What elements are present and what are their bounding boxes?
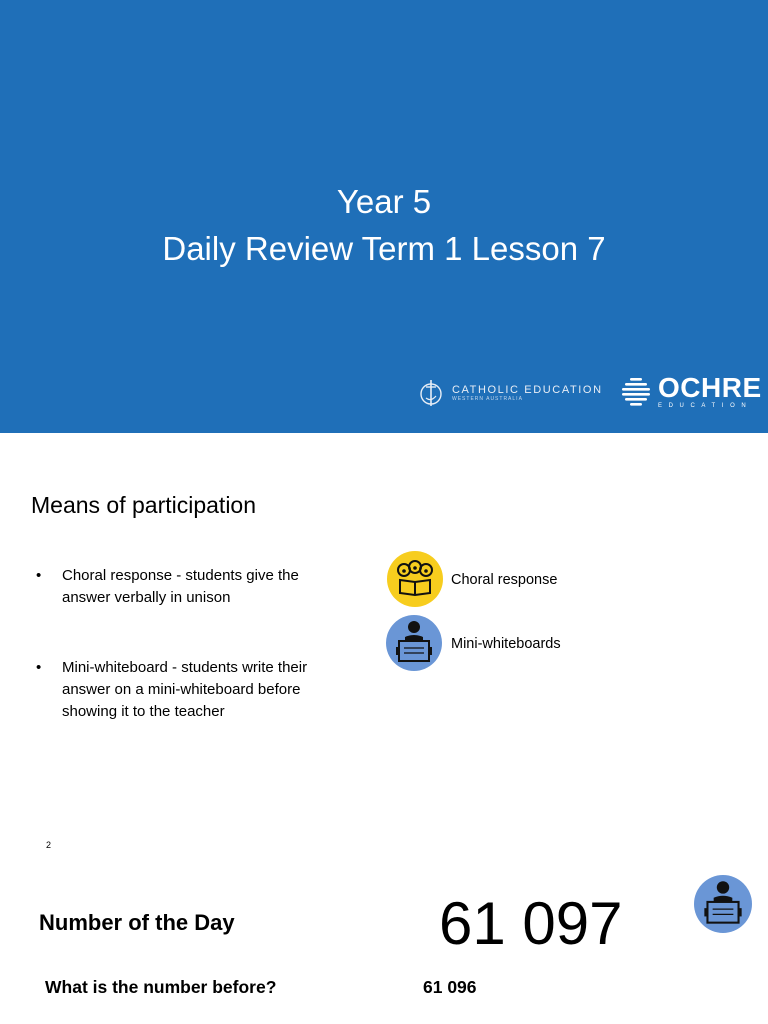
question-number-before: What is the number before? (45, 977, 277, 997)
answer-number-before: 61 096 (423, 977, 477, 997)
ochre-logo-subtext: EDUCATION (658, 403, 753, 409)
participation-heading: Means of participation (31, 492, 257, 518)
catholic-emblem-icon (418, 378, 444, 408)
number-of-day-title: Number of the Day (39, 910, 235, 935)
bullet-choral (36, 565, 332, 609)
bullet-text: Choral response - students give the answer verbally in unison (62, 567, 299, 606)
title-line-year: Year 5 (336, 183, 432, 220)
mini-whiteboards-label: Mini-whiteboards (451, 636, 561, 652)
bullet-dot: • (36, 659, 42, 676)
bullet-mini-whiteboard (36, 657, 332, 723)
page-number: 2 (46, 840, 52, 850)
choral-response-label: Choral response (451, 572, 558, 588)
mini-whiteboard-icon (694, 875, 752, 933)
ochre-logo-text: OCHRE (658, 372, 762, 403)
choral-response-icon (387, 551, 443, 607)
catholic-education-logo (418, 376, 603, 410)
bullet-text: Mini-whiteboard - students write their answer on a mini-whiteboard before showing it to the teacher (62, 659, 308, 720)
ochre-logo (621, 374, 762, 410)
title-slide (0, 0, 768, 433)
catholic-logo-subtext: WESTERN AUSTRALIA (452, 395, 523, 402)
title-line-lesson: Daily Review Term 1 Lesson 7 (162, 230, 606, 267)
catholic-logo-text: CATHOLIC EDUCATION (452, 383, 603, 396)
mini-whiteboard-icon (386, 615, 442, 671)
number-of-day-value: 61 097 (439, 890, 623, 957)
bullet-dot: • (36, 567, 42, 584)
slide-title (0, 178, 768, 272)
ochre-mark-icon (621, 375, 651, 409)
